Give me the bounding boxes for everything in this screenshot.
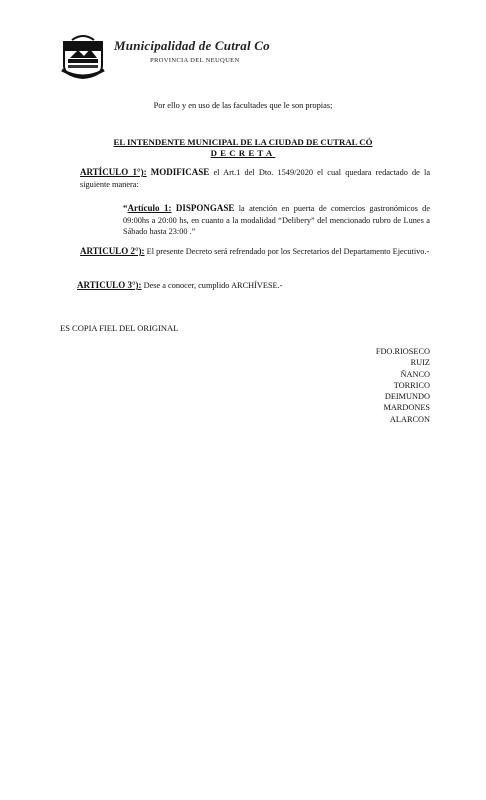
article-1-label: ARTÍCULO 1°): bbox=[80, 167, 147, 177]
signer-name: ALARCON bbox=[389, 414, 430, 424]
signer-name: FDO.RIOSECO bbox=[375, 347, 430, 356]
quoted-article-text: la atención en puerta de comercios gastronómicos de 09:00hs a 20:00 hs, en cuanto a la modalidad “Delibery” del mencionado rubro de Lunes a Sábado hasta 23:00 .” bbox=[123, 204, 430, 236]
intro-text: Por ello y en uso de las facultades que le son propias; bbox=[153, 101, 333, 110]
signer-name: DEIMUNDO bbox=[384, 392, 430, 402]
decree-heading: EL INTENDENTE MUNICIPAL DE LA CIUDAD DE CUTRAL CÓ bbox=[113, 137, 373, 147]
signer-name: TORRICO bbox=[393, 380, 430, 390]
municipal-seal-icon bbox=[58, 30, 108, 80]
signers-list bbox=[300, 346, 430, 425]
signer-name: ÑANCO bbox=[400, 369, 430, 379]
province-name: PROVINCIA DEL NEUQUEN bbox=[150, 57, 240, 64]
article-3-text: Dese a conocer, cumplido ARCHÍVESE.- bbox=[143, 281, 283, 290]
article-2-text: El presente Decreto será refrendado por los Secretarios del Departamento Ejecutivo.- bbox=[146, 247, 430, 256]
quoted-article-label: Artículo 1: bbox=[127, 203, 172, 213]
copy-note: ES COPIA FIEL DEL ORIGINAL bbox=[60, 323, 179, 333]
signer-name: MARDONES bbox=[383, 403, 430, 413]
decreta-title: DECRETA bbox=[210, 148, 276, 158]
letterhead bbox=[58, 30, 338, 80]
municipality-name: Municipalidad de Cutral Co bbox=[114, 38, 270, 53]
quoted-article-verb: DISPONGASE bbox=[175, 203, 235, 213]
article-1-verb: MODIFICASE bbox=[150, 167, 210, 177]
quoted-open-quote: “ bbox=[123, 203, 128, 213]
article-1 bbox=[80, 167, 430, 190]
article-3 bbox=[77, 280, 430, 292]
article-2-label: ARTICULO 2°): bbox=[80, 246, 145, 256]
article-1-text: el Art.1 del Dto. 1549/2020 el cual quedara redactado de la siguiente manera: bbox=[80, 168, 430, 189]
article-2 bbox=[80, 246, 430, 258]
signer-name: RUIZ bbox=[410, 358, 430, 368]
article-3-label: ARTICULO 3°): bbox=[77, 280, 142, 290]
quoted-article bbox=[123, 203, 430, 238]
